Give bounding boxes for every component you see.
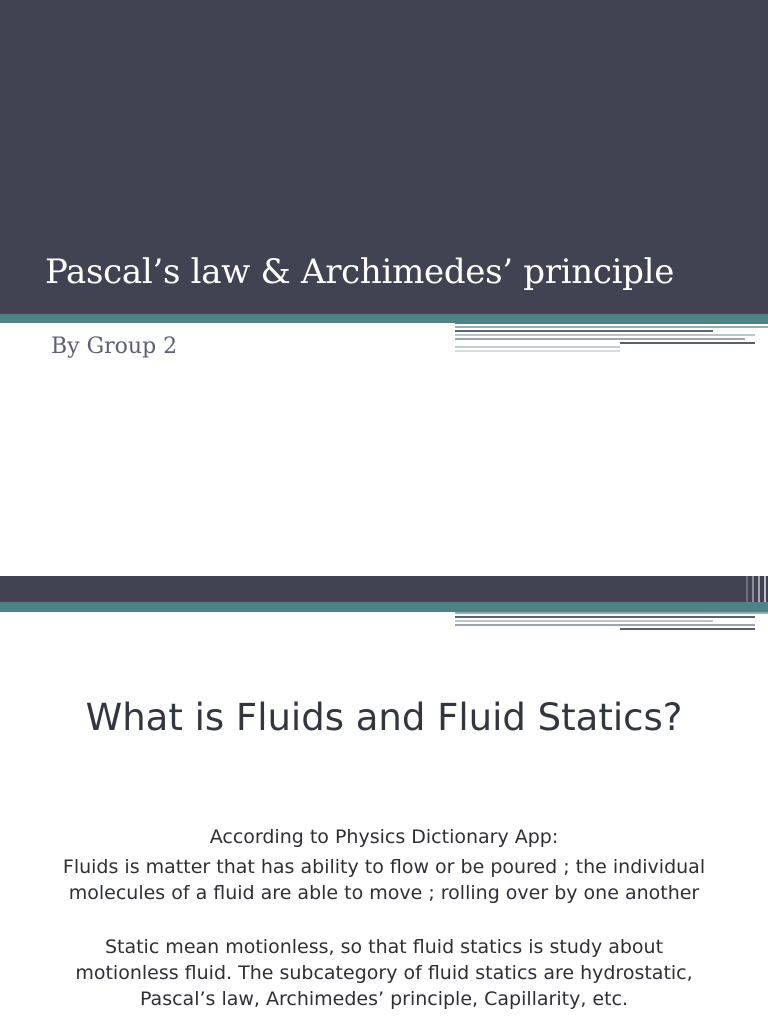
decorative-stripe bbox=[455, 334, 755, 336]
content-header-band bbox=[0, 576, 768, 602]
content-teal-stripe bbox=[0, 602, 768, 612]
decorative-stripe bbox=[455, 346, 620, 348]
decorative-stripe bbox=[746, 576, 748, 602]
slide-title: What is Fluids and Fluid Statics? bbox=[85, 696, 683, 739]
decorative-stripe bbox=[764, 576, 766, 602]
decorative-stripe bbox=[455, 616, 755, 618]
decorative-stripe bbox=[455, 350, 620, 352]
decorative-stripe bbox=[758, 576, 760, 602]
decorative-stripe bbox=[455, 330, 713, 332]
statics-line: Static mean motionless, so that fluid statics is study about bbox=[104, 936, 664, 958]
slide-title: Pascal’s law & Archimedes’ principle bbox=[45, 252, 675, 292]
definition-line: molecules of a fluid are able to move ; rolling over by one another bbox=[68, 882, 700, 904]
decorative-stripe bbox=[455, 338, 745, 340]
decorative-stripe bbox=[455, 620, 713, 622]
decorative-stripe bbox=[455, 612, 768, 614]
slide-body bbox=[24, 824, 744, 1012]
statics-line: Pascal’s law, Archimedes’ principle, Capillarity, etc. bbox=[139, 988, 629, 1010]
decorative-stripe bbox=[455, 322, 768, 324]
definition-line: Fluids is matter that has ability to flow or be poured ; the individual bbox=[62, 856, 706, 878]
decorative-stripe bbox=[455, 326, 768, 328]
statics-line: motionless fluid. The subcategory of fluid statics are hydrostatic, bbox=[75, 962, 693, 984]
paragraph-gap bbox=[24, 906, 744, 934]
source-line: According to Physics Dictionary App: bbox=[209, 826, 559, 848]
decorative-stripe bbox=[620, 628, 755, 630]
decorative-stripe bbox=[752, 576, 754, 602]
slide-subtitle: By Group 2 bbox=[51, 334, 178, 359]
content-slide bbox=[0, 576, 768, 1024]
decorative-stripe bbox=[620, 342, 755, 344]
decorative-stripe bbox=[455, 624, 755, 626]
